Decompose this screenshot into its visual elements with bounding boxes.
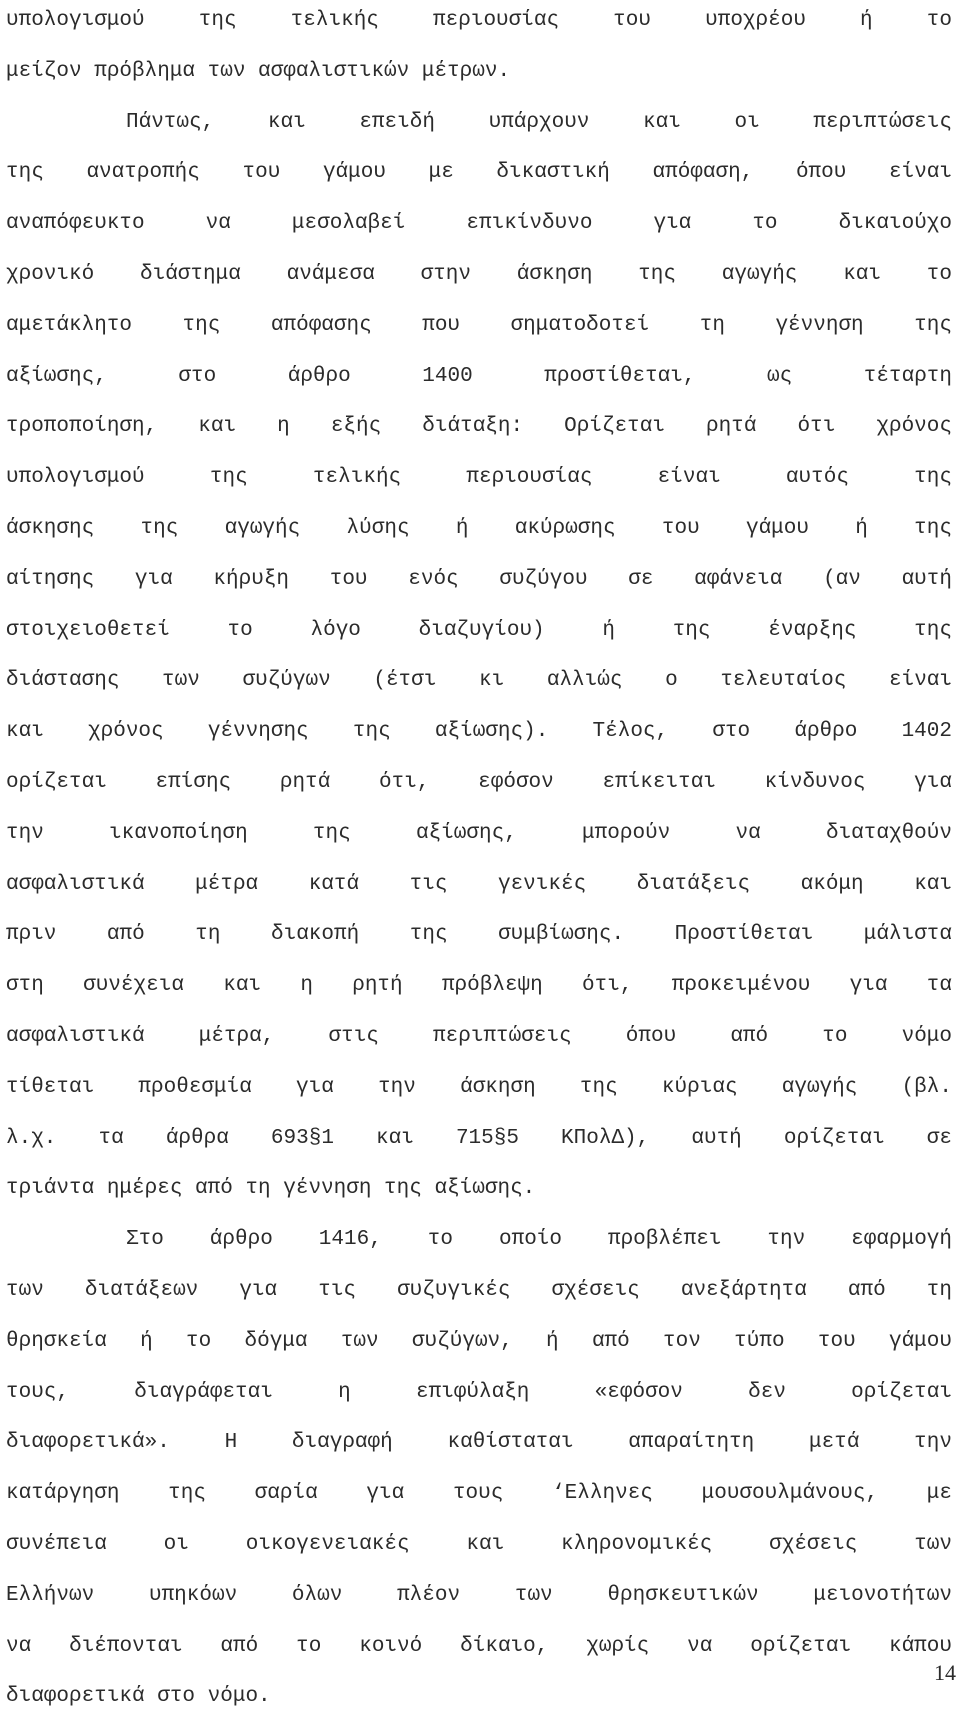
page-number: 14: [934, 1660, 956, 1685]
text-line: ασφαλιστικά μέτρα, στις περιπτώσεις όπου από το νόμο: [6, 1024, 952, 1048]
text-line: αμετάκλητο της απόφασης που σηματοδοτεί τη γέννηση της: [6, 313, 952, 337]
body-text: [6, 0, 952, 1723]
text-line: τριάντα ημέρες από τη γέννηση της αξίωσης.: [6, 1177, 536, 1201]
text-line: αξίωσης, στο άρθρο 1400 προστίθεται, ως τέταρτη: [6, 364, 952, 388]
text-line: διαφορετικά στο νόμο.: [6, 1685, 271, 1709]
text-line: Στο άρθρο 1416, το οποίο προβλέπει την εφαρμογή: [126, 1228, 952, 1252]
text-line: Πάντως, και επειδή υπάρχουν και οι περιπτώσεις: [126, 110, 952, 134]
text-line: στη συνέχεια και η ρητή πρόβλεψη ότι, προκειμένου για τα: [6, 974, 952, 998]
text-line: αίτησης για κήρυξη του ενός συζύγου σε αφάνεια (αν αυτή: [6, 567, 952, 591]
text-line: τίθεται προθεσμία για την άσκηση της κύριας αγωγής (βλ.: [6, 1075, 952, 1099]
text-line: χρονικό διάστημα ανάμεσα στην άσκηση της αγωγής και το: [6, 262, 952, 286]
text-line: διαφορετικά». Η διαγραφή καθίσταται απαραίτητη μετά την: [6, 1431, 952, 1455]
text-line: την ικανοποίηση της αξίωσης, μπορούν να διαταχθούν: [6, 821, 952, 845]
text-line: ορίζεται επίσης ρητά ότι, εφόσον επίκειται κίνδυνος για: [6, 770, 952, 794]
text-line: ασφαλιστικά μέτρα κατά τις γενικές διατάξεις ακόμη και: [6, 872, 952, 896]
text-line: συνέπεια οι οικογενειακές και κληρονομικές σχέσεις των: [6, 1532, 952, 1556]
text-line: μείζον πρόβλημα των ασφαλιστικών μέτρων.: [6, 59, 511, 83]
text-line: υπολογισμού της τελικής περιουσίας του υποχρέου ή το: [6, 9, 952, 32]
text-line: της ανατροπής του γάμου με δικαστική απόφαση, όπου είναι: [6, 161, 952, 185]
text-line: θρησκεία ή το δόγμα των συζύγων, ή από τον τύπο του γάμου: [6, 1329, 952, 1353]
text-line: διάστασης των συζύγων (έτσι κι αλλιώς ο τελευταίος είναι: [6, 669, 952, 693]
text-line: να διέπονται από το κοινό δίκαιο, χωρίς να ορίζεται κάπου: [6, 1634, 952, 1658]
text-line: στοιχειοθετεί το λόγο διαζυγίου) ή της έναρξης της: [6, 618, 952, 642]
text-line: λ.χ. τα άρθρα 693§1 και 715§5 ΚΠολΔ), αυτή ορίζεται σε: [6, 1126, 952, 1150]
text-line: άσκησης της αγωγής λύσης ή ακύρωσης του γάμου ή της: [6, 516, 952, 540]
text-line: αναπόφευκτο να μεσολαβεί επικίνδυνο για το δικαιούχο: [6, 212, 952, 236]
text-line: και χρόνος γέννησης της αξίωσης). Τέλος, στο άρθρο 1402: [6, 720, 952, 744]
text-line: υπολογισμού της τελικής περιουσίας είναι αυτός της: [6, 466, 952, 490]
text-line: κατάργηση της σαρία για τους ‘Ελληνες μουσουλμάνους, με: [6, 1482, 952, 1506]
text-line: Ελλήνων υπηκόων όλων πλέον των θρησκευτικών μειονοτήτων: [6, 1583, 952, 1607]
text-line: των διατάξεων για τις συζυγικές σχέσεις ανεξάρτητα από τη: [6, 1278, 952, 1302]
text-line: τροποποίηση, και η εξής διάταξη: Ορίζεται ρητά ότι χρόνος: [6, 415, 952, 439]
text-line: πριν από τη διακοπή της συμβίωσης. Προστίθεται μάλιστα: [6, 923, 952, 947]
text-line: τους, διαγράφεται η επιφύλαξη «εφόσον δεν ορίζεται: [6, 1380, 952, 1404]
